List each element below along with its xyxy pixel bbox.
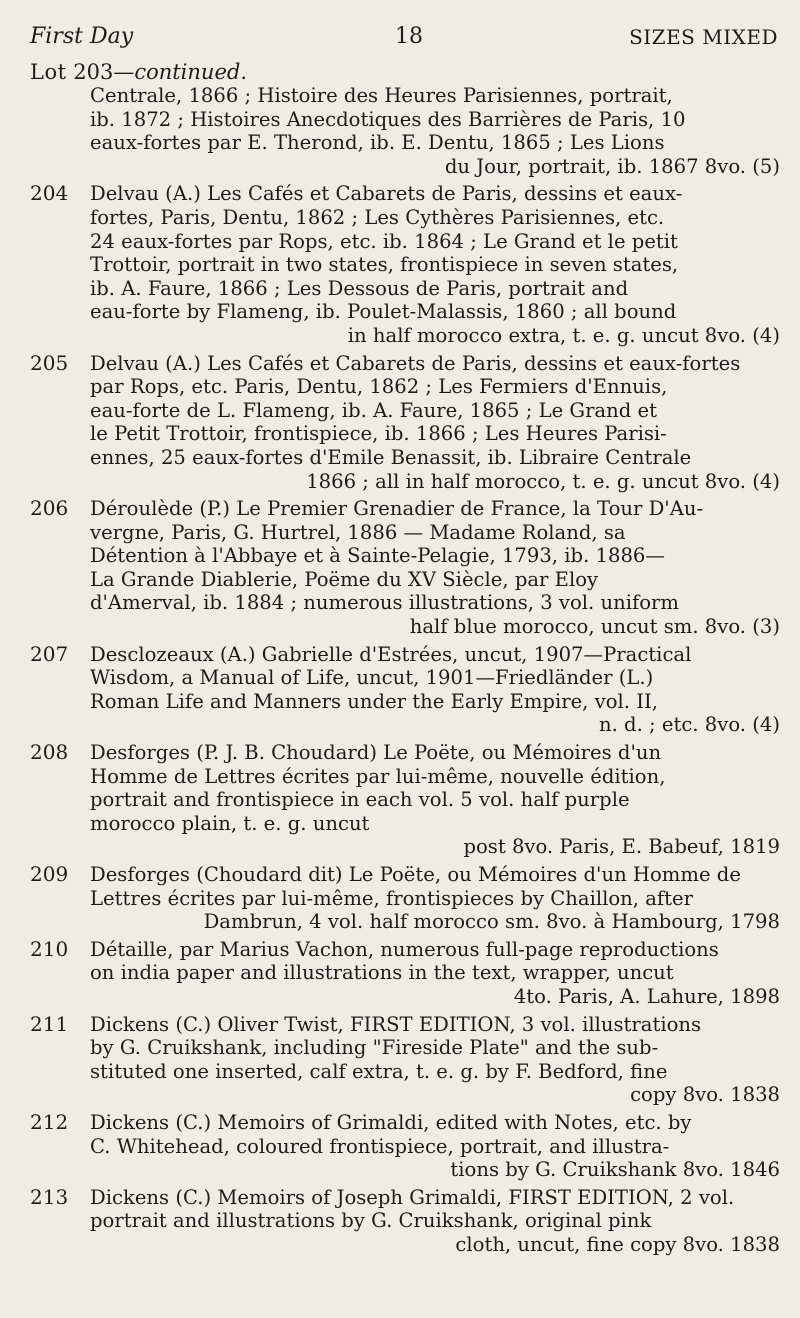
entry-line: by G. Cruikshank, including "Fireside Plate" and the sub- xyxy=(90,1036,659,1060)
catalogue-entry xyxy=(30,1186,780,1257)
entry-line: Homme de Lettres écrites par lui-même, nouvelle édition, xyxy=(90,764,666,788)
entry-line: Dickens (C.) Memoirs of Grimaldi, edited with Notes, etc. by xyxy=(90,1110,692,1134)
entry-number: 211 xyxy=(30,1011,69,1036)
lot-number: 203 xyxy=(73,60,114,84)
entry-line: in half morocco extra, t. e. g. uncut 8vo. (4) xyxy=(347,323,780,347)
entry-number: 209 xyxy=(30,862,69,886)
entry-line: eau-forte by Flameng, ib. Poulet-Malassis, 1860 ; all bound xyxy=(90,300,677,324)
catalogue-entry xyxy=(30,182,780,347)
header-section: SIZES MIXED xyxy=(629,25,778,49)
entry-line: Dickens (C.) Memoirs of Joseph Grimaldi, FIRST EDITION, 2 vol. xyxy=(90,1185,735,1209)
entry-line: Roman Life and Manners under the Early Empire, vol. II, xyxy=(90,689,658,713)
entry-description xyxy=(90,182,780,347)
entry-line: le Petit Trottoir, frontispiece, ib. 1866 ; Les Heures Parisi- xyxy=(90,422,667,446)
entry-line: ib. A. Faure, 1866 ; Les Dessous de Paris, portrait and xyxy=(90,276,629,300)
entry-line: Delvau (A.) Les Cafés et Cabarets de Paris, dessins et eaux- xyxy=(90,182,683,206)
catalogue-entry xyxy=(30,1013,780,1107)
lot-continued: —continued. xyxy=(113,60,247,84)
entry-line: Dambrun, 4 vol. half morocco sm. 8vo. à Hambourg, 1798 xyxy=(203,910,780,934)
entry-line: cloth, uncut, fine copy 8vo. 1838 xyxy=(455,1232,780,1256)
catalogue-entry xyxy=(30,497,780,639)
entry-number: 205 xyxy=(30,350,69,375)
entry-line: half blue morocco, uncut sm. 8vo. (3) xyxy=(409,615,780,639)
entry-line: d'Amerval, ib. 1884 ; numerous illustrations, 3 vol. uniform xyxy=(90,591,680,615)
entry-line: Trottoir, portrait in two states, frontispiece in seven states, xyxy=(90,253,679,277)
catalogue-entry xyxy=(30,1111,780,1182)
entry-line: Dickens (C.) Oliver Twist, FIRST EDITION, 3 vol. illustrations xyxy=(90,1012,702,1036)
entry-line: Desclozeaux (A.) Gabrielle d'Estrées, uncut, 1907—Practical xyxy=(90,642,692,666)
entry-line: eaux-fortes par E. Therond, ib. E. Dentu, 1865 ; Les Lions xyxy=(90,131,665,155)
entry-number: 204 xyxy=(30,181,69,206)
page-header xyxy=(30,22,778,52)
lot-entries xyxy=(30,84,780,1257)
entry-description xyxy=(90,1013,780,1107)
catalogue-entry xyxy=(30,84,780,178)
entry-description xyxy=(90,497,780,639)
entry-line: eau-forte de L. Flameng, ib. A. Faure, 1865 ; Le Grand et xyxy=(90,398,657,422)
entry-number: 206 xyxy=(30,496,69,521)
entry-description xyxy=(90,741,780,859)
entry-line: fortes, Paris, Dentu, 1862 ; Les Cythères Parisiennes, etc. xyxy=(90,205,665,229)
entry-line: 1866 ; all in half morocco, t. e. g. uncut 8vo. (4) xyxy=(306,469,780,493)
header-page-number: 18 xyxy=(395,24,423,49)
entry-line: 24 eaux-fortes par Rops, etc. ib. 1864 ; Le Grand et le petit xyxy=(90,229,678,253)
entry-description xyxy=(90,938,780,1009)
catalogue-entry xyxy=(30,352,780,494)
entry-description xyxy=(90,352,780,494)
catalogue-entry xyxy=(30,938,780,1009)
entry-line: du Jour, portrait, ib. 1867 8vo. (5) xyxy=(444,154,780,178)
entry-line: Desforges (Choudard dit) Le Poëte, ou Mémoires d'un Homme de xyxy=(90,863,741,886)
entry-description xyxy=(90,863,780,934)
entry-line: vergne, Paris, G. Hurtrel, 1886 — Madame Roland, sa xyxy=(90,520,626,544)
catalogue-entry xyxy=(30,643,780,737)
entry-description xyxy=(90,643,780,737)
entry-number: 213 xyxy=(30,1184,69,1209)
entry-line: Delvau (A.) Les Cafés et Cabarets de Paris, dessins et eaux-fortes xyxy=(90,351,741,375)
entry-line: n. d. ; etc. 8vo. (4) xyxy=(598,713,780,737)
entry-line: C. Whitehead, coloured frontispiece, portrait, and illustra- xyxy=(90,1134,670,1158)
entry-line: on india paper and illustrations in the text, wrapper, uncut xyxy=(90,961,674,985)
entry-line: Desforges (P. J. B. Choudard) Le Poëte, ou Mémoires d'un xyxy=(90,741,662,765)
entry-line: morocco plain, t. e. g. uncut xyxy=(90,811,370,835)
entry-number: 207 xyxy=(30,641,69,666)
entry-description xyxy=(90,84,780,178)
entry-line: Centrale, 1866 ; Histoire des Heures Parisiennes, portrait, xyxy=(90,84,673,107)
entry-line: portrait and frontispiece in each vol. 5 vol. half purple xyxy=(90,788,630,812)
entry-number: 208 xyxy=(30,740,69,765)
lot-title xyxy=(30,58,247,87)
entry-line: 4to. Paris, A. Lahure, 1898 xyxy=(513,984,780,1008)
entry-line: stituted one inserted, calf extra, t. e. g. by F. Bedford, fine xyxy=(90,1059,668,1083)
entry-number: 212 xyxy=(30,1109,69,1134)
entry-number: 210 xyxy=(30,936,69,961)
entry-line: Wisdom, a Manual of Life, uncut, 1901—Friedländer (L.) xyxy=(90,666,654,690)
header-day: First Day xyxy=(30,24,134,49)
catalogue-entry xyxy=(30,741,780,859)
lot-word: Lot xyxy=(30,60,67,84)
entry-line: Déroulède (P.) Le Premier Grenadier de France, la Tour D'Au- xyxy=(90,497,704,521)
entry-description xyxy=(90,1186,780,1257)
entry-line: par Rops, etc. Paris, Dentu, 1862 ; Les Fermiers d'Ennuis, xyxy=(90,375,668,399)
entry-line: copy 8vo. 1838 xyxy=(630,1083,780,1107)
entry-line: Détaille, par Marius Vachon, numerous full-page reproductions xyxy=(90,937,719,961)
entry-line: ib. 1872 ; Histoires Anecdotiques des Barrières de Paris, 10 xyxy=(90,107,686,131)
entry-line: La Grande Diablerie, Poëme du XV Siècle, par Eloy xyxy=(90,567,599,591)
entry-line: Détention à l'Abbaye et à Sainte-Pelagie, 1793, ib. 1886— xyxy=(90,544,665,568)
entry-line: ennes, 25 eaux-fortes d'Emile Benassit, ib. Libraire Centrale xyxy=(90,445,692,469)
entry-line: portrait and illustrations by G. Cruikshank, original pink xyxy=(90,1209,652,1233)
entry-line: post 8vo. Paris, E. Babeuf, 1819 xyxy=(463,835,780,859)
entry-description xyxy=(90,1111,780,1182)
entry-line: Lettres écrites par lui-même, frontispieces by Chaillon, after xyxy=(90,886,694,910)
entry-line: tions by G. Cruikshank 8vo. 1846 xyxy=(450,1158,780,1182)
catalogue-entry xyxy=(30,863,780,934)
